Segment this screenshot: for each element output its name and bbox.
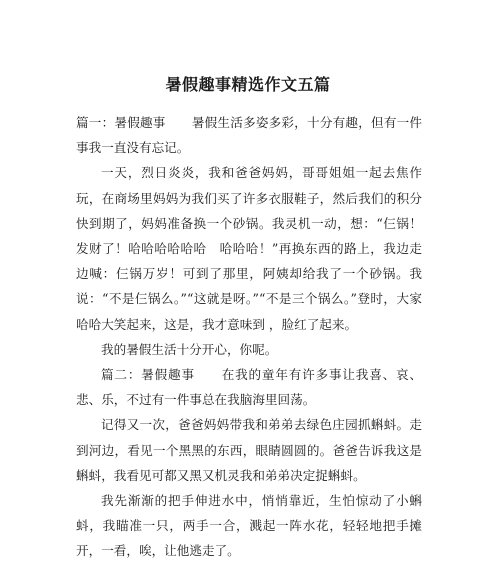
document-body: [76, 110, 422, 561]
paragraph-essay-one-intro: [76, 110, 422, 160]
paragraph-closing: 我的暑假生活十分开心，你呢。: [101, 341, 278, 357]
document-title: 暑假趣事精选作文五篇: [165, 75, 331, 94]
essay-two-heading: 篇二：暑假趣事: [101, 367, 195, 383]
essay-two-intro-text: 在我的童年有许多事让我喜、哀、悲、乐，不过有一件事总在我脑海里回荡。: [76, 367, 423, 408]
essay-one-intro-text: 暑假生活多姿多彩，十分有趣，但有一件事我一直没有忘记。: [76, 115, 423, 156]
paragraph-story: 一天，烈日炎炎，我和爸爸妈妈，哥哥姐姐一起去焦作玩，在商场里妈妈为我们买了许多衣服鞋子，然后我们的积分快到期了，妈妈准备换一个砂锅。我灵机一动，想：“仨锅！发财了！哈哈哈哈哈哈 哈哈哈！”再换东西的路上，我边走边喊：仨锅万岁！可到了那里，阿姨却给我了一个砂锅。我说：“不是仨锅么。”“这就是呀。”“不是三个锅么。”登时，大家哈哈大笑起来，这是，我才意味到 ，脸红了起来。: [76, 165, 422, 332]
paragraph-essay-two-intro: [76, 362, 422, 412]
paragraph-tadpole-catch: 我先渐渐的把手伸进水中，悄悄靠近，生怕惊动了小蝌蚪，我瞄准一只，两手一合，溅起一阵水花，轻轻地把手摊开，一看，唉，让他逃走了。: [76, 493, 422, 559]
paragraph-tadpole-memory: 记得又一次，爸爸妈妈带我和弟弟去绿色庄园抓蝌蚪。走到河边，看见一个黑黑的东西，眼睛圆圆的。爸爸告诉我这是蝌蚪，我看见可都又黑又机灵我和弟弟决定捉蝌蚪。: [76, 417, 422, 483]
essay-one-heading: 篇一：暑假趣事: [76, 115, 166, 130]
